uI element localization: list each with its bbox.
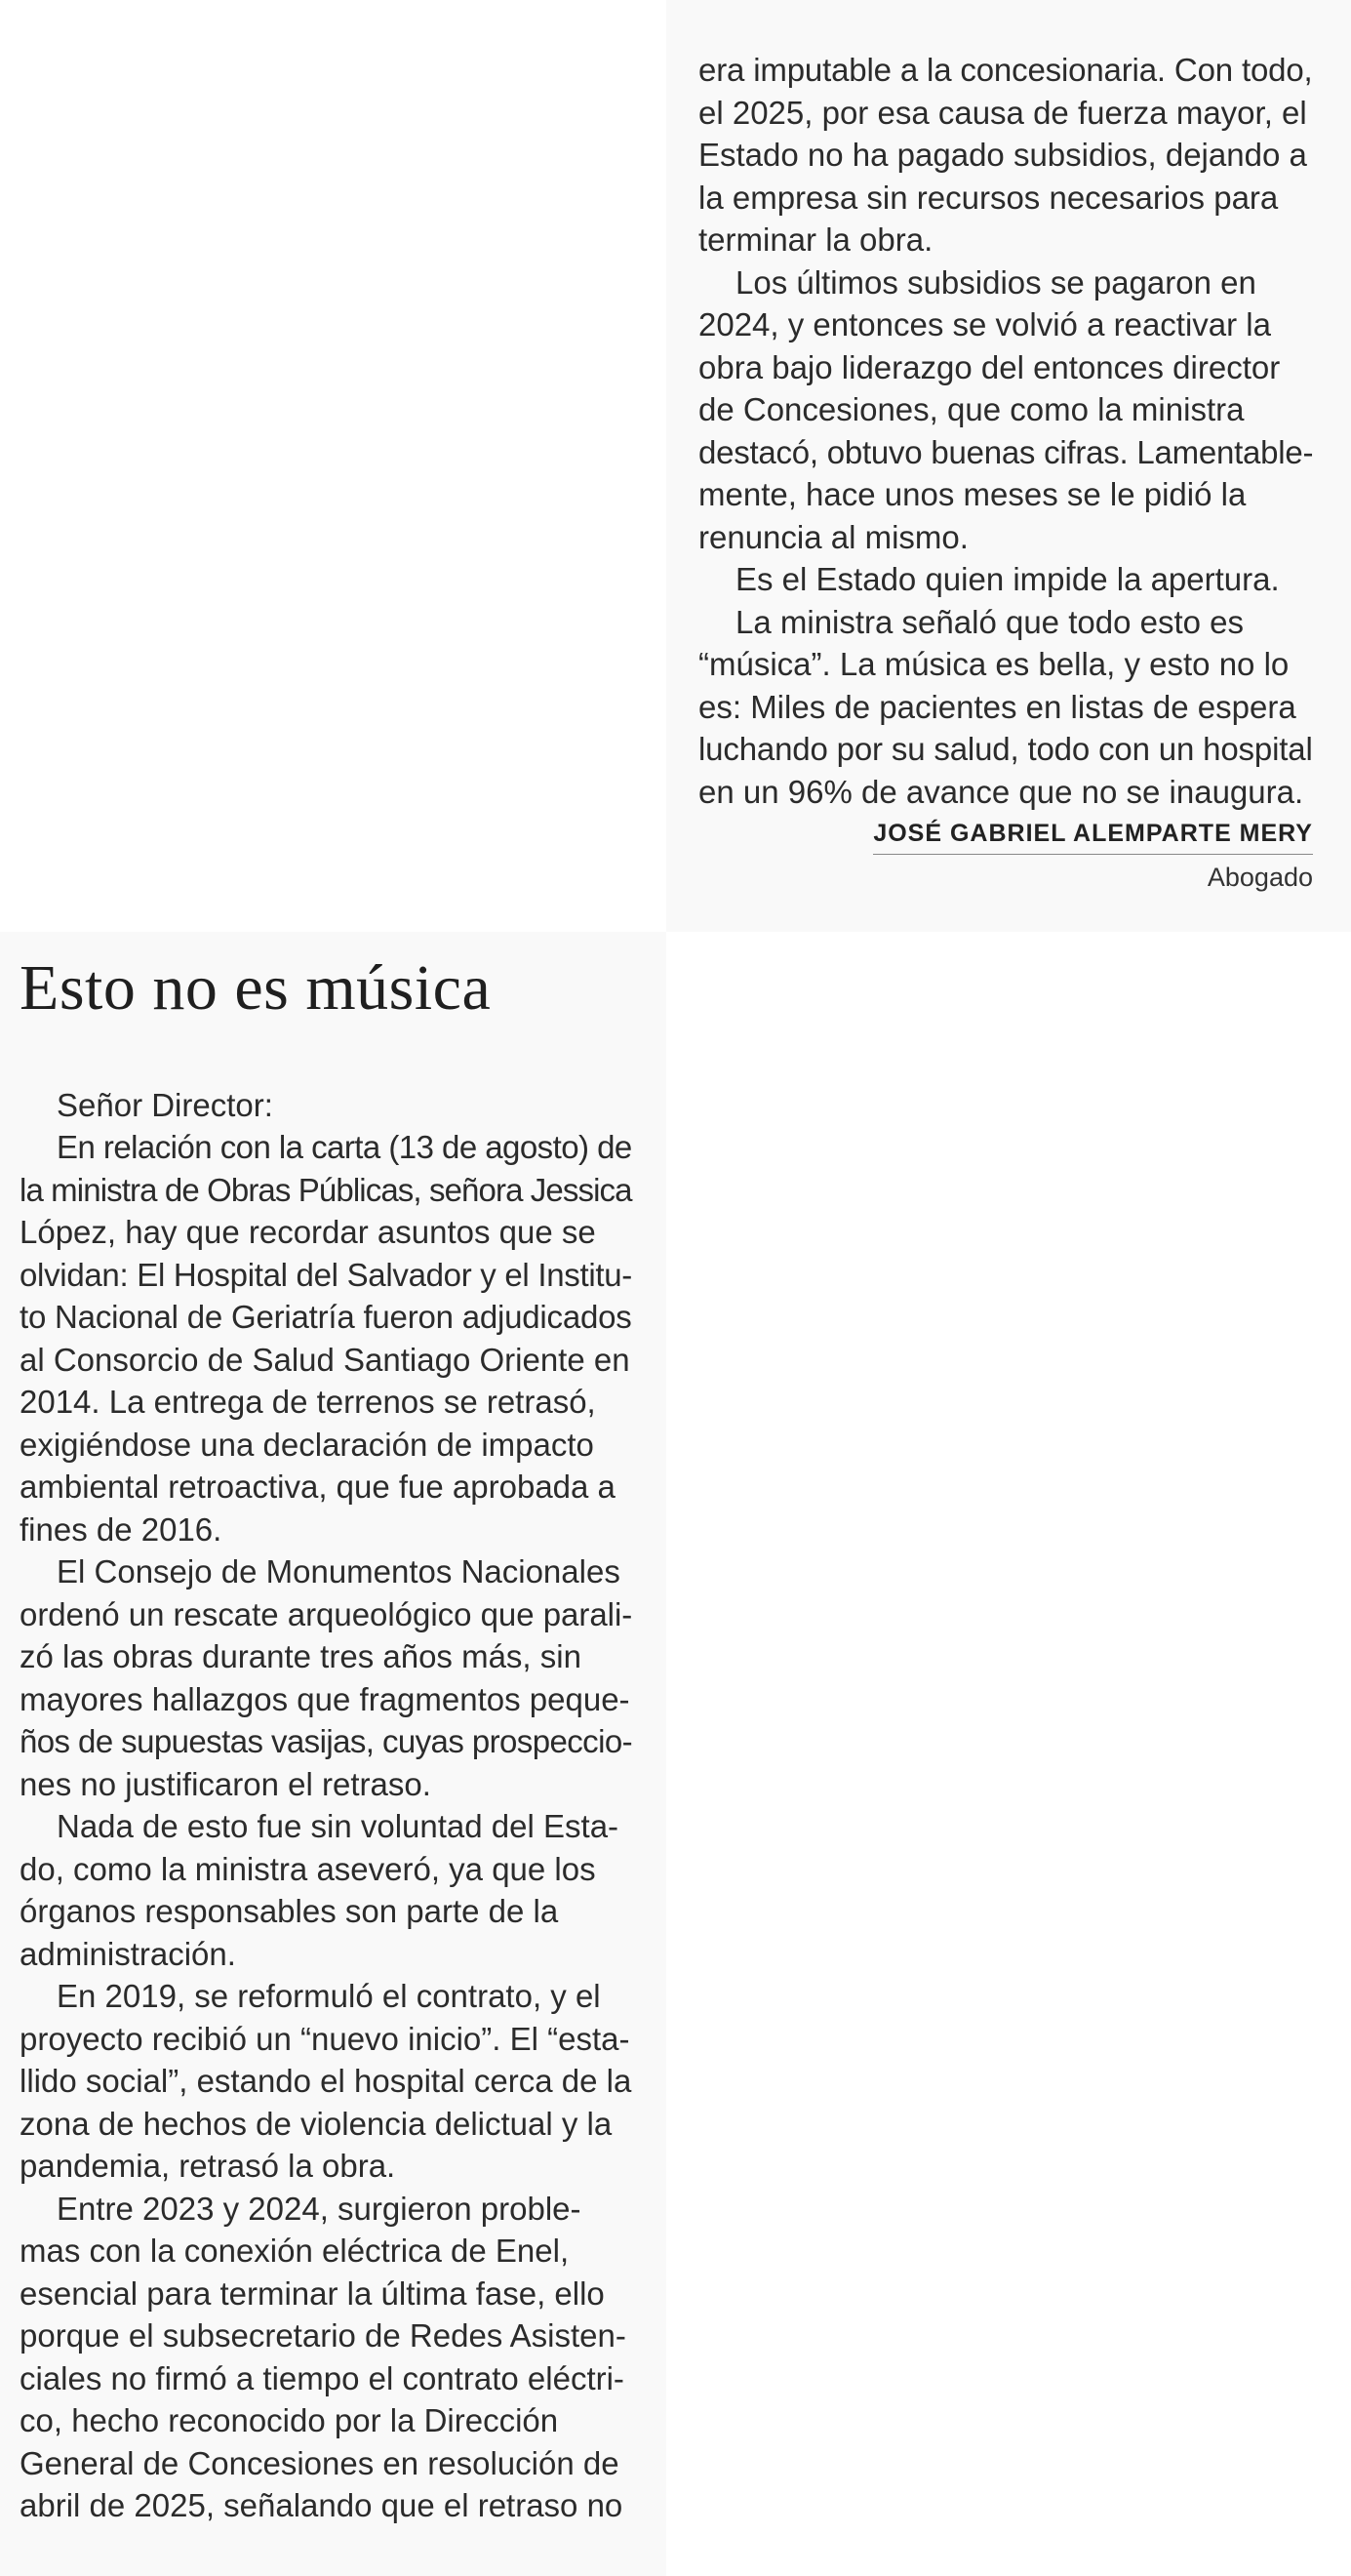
text-line: mente, hace unos meses se le pidió la <box>698 476 1247 512</box>
text-line: renuncia al mismo. <box>698 518 969 555</box>
text-line: de Concesiones, que como la ministra <box>698 391 1245 427</box>
text-line: obra bajo liderazgo del entonces director <box>698 348 1281 385</box>
text-line: Nada de esto fue sin voluntad del Esta- <box>57 1808 619 1845</box>
text-line: López, hay que recordar asuntos que se <box>20 1214 596 1251</box>
text-line: llido social”, estando el hospital cerca de la <box>20 2063 632 2100</box>
text-line: Estado no ha pagado subsidios, dejando a <box>698 137 1307 173</box>
paragraph <box>698 262 1313 559</box>
text-line: zona de hechos de violencia delictual y la <box>20 2105 613 2142</box>
text-line: terminar la obra. <box>698 221 934 258</box>
paragraph <box>698 558 1313 601</box>
paragraph <box>698 49 1313 262</box>
text-line: El Consejo de Monumentos Nacionales <box>57 1553 620 1590</box>
letter-headline: Esto no es música <box>20 952 492 1024</box>
text-line: destacó, obtuvo buenas cifras. Lamentable- <box>698 433 1314 470</box>
text-line: La ministra señaló que todo esto es <box>735 603 1244 640</box>
author-role: Abogado <box>1207 863 1313 892</box>
text-line: mayores hallazgos que fragmentos peque- <box>20 1680 630 1717</box>
text-line: “música”. La música es bella, y esto no lo <box>698 646 1290 682</box>
text-line: General de Concesiones en resolución de <box>20 2444 619 2481</box>
paragraph <box>20 1550 632 1805</box>
paragraph <box>698 601 1313 814</box>
left-column-body <box>20 1025 632 2527</box>
text-line: co, hecho reconocido por la Dirección <box>20 2402 559 2439</box>
text-line: exigiéndose una declaración de impacto <box>20 1426 594 1463</box>
text-line: Entre 2023 y 2024, surgieron proble- <box>57 2190 581 2227</box>
text-line: Los últimos subsidios se pagaron en <box>735 263 1256 301</box>
text-line: la ministra de Obras Públicas, señora Jessica <box>20 1171 632 1208</box>
author-name: JOSÉ GABRIEL ALEMPARTE MERY <box>873 817 1313 855</box>
signature-block <box>698 817 1313 894</box>
text-line: Señor Director: <box>57 1086 273 1123</box>
text-line: en un 96% de avance que no se inaugura. <box>698 773 1304 810</box>
paragraph <box>20 1975 632 2188</box>
text-line: era imputable a la concesionaria. Con todo, <box>698 52 1313 88</box>
text-line: to Nacional de Geriatría fueron adjudicados <box>20 1299 632 1336</box>
text-line: do, como la ministra aseveró, ya que los <box>20 1850 596 1887</box>
text-line: 2024, y entonces se volvió a reactivar la <box>698 306 1271 342</box>
letter-main-column <box>0 932 666 2576</box>
text-line: 2014. La entrega de terrenos se retrasó, <box>20 1384 596 1421</box>
salutation <box>20 1084 632 1127</box>
text-line: el 2025, por esa causa de fuerza mayor, el <box>698 94 1307 131</box>
text-line: administración. <box>20 1935 236 1972</box>
text-line: zó las obras durante tres años más, sin <box>20 1638 581 1675</box>
text-line: ordenó un rescate arqueológico que parali- <box>20 1595 633 1632</box>
text-line: porque el subsecretario de Redes Asisten- <box>20 2317 626 2355</box>
text-line: fines de 2016. <box>20 1510 222 1548</box>
text-line: mas con la conexión eléctrica de Enel, <box>20 2233 570 2270</box>
paragraph <box>20 1805 632 1975</box>
text-line: Es el Estado quien impide la apertura. <box>735 561 1280 597</box>
paragraph <box>20 2188 632 2527</box>
text-line: ños de supuestas vasijas, cuyas prospeccio- <box>20 1723 633 1760</box>
text-line: En relación con la carta (13 de agosto) de <box>57 1129 632 1166</box>
text-line: pandemia, retrasó la obra. <box>20 2148 396 2185</box>
text-line: la empresa sin recursos necesarios para <box>698 179 1279 216</box>
text-line: En 2019, se reformuló el contrato, y el <box>57 1978 601 2015</box>
text-line: ciales no firmó a tiempo el contrato eléctri- <box>20 2359 624 2396</box>
text-line: esencial para terminar la última fase, ello <box>20 2274 605 2312</box>
text-line: proyecto recibió un “nuevo inicio”. El “esta- <box>20 2020 630 2057</box>
letter-continuation-column <box>666 0 1351 932</box>
text-line: órganos responsables son parte de la <box>20 1893 559 1930</box>
text-line: nes no justificaron el retraso. <box>20 1765 431 1802</box>
text-line: olvidan: El Hospital del Salvador y el Institu- <box>20 1256 632 1293</box>
text-line: luchando por su salud, todo con un hospital <box>698 731 1313 767</box>
text-line: al Consorcio de Salud Santiago Oriente en <box>20 1341 630 1378</box>
text-line: ambiental retroactiva, que fue aprobada a <box>20 1469 616 1506</box>
paragraph <box>20 1126 632 1550</box>
text-line: abril de 2025, señalando que el retraso no <box>20 2487 623 2524</box>
text-line: es: Miles de pacientes en listas de espera <box>698 688 1296 725</box>
right-column-body <box>698 0 1313 894</box>
